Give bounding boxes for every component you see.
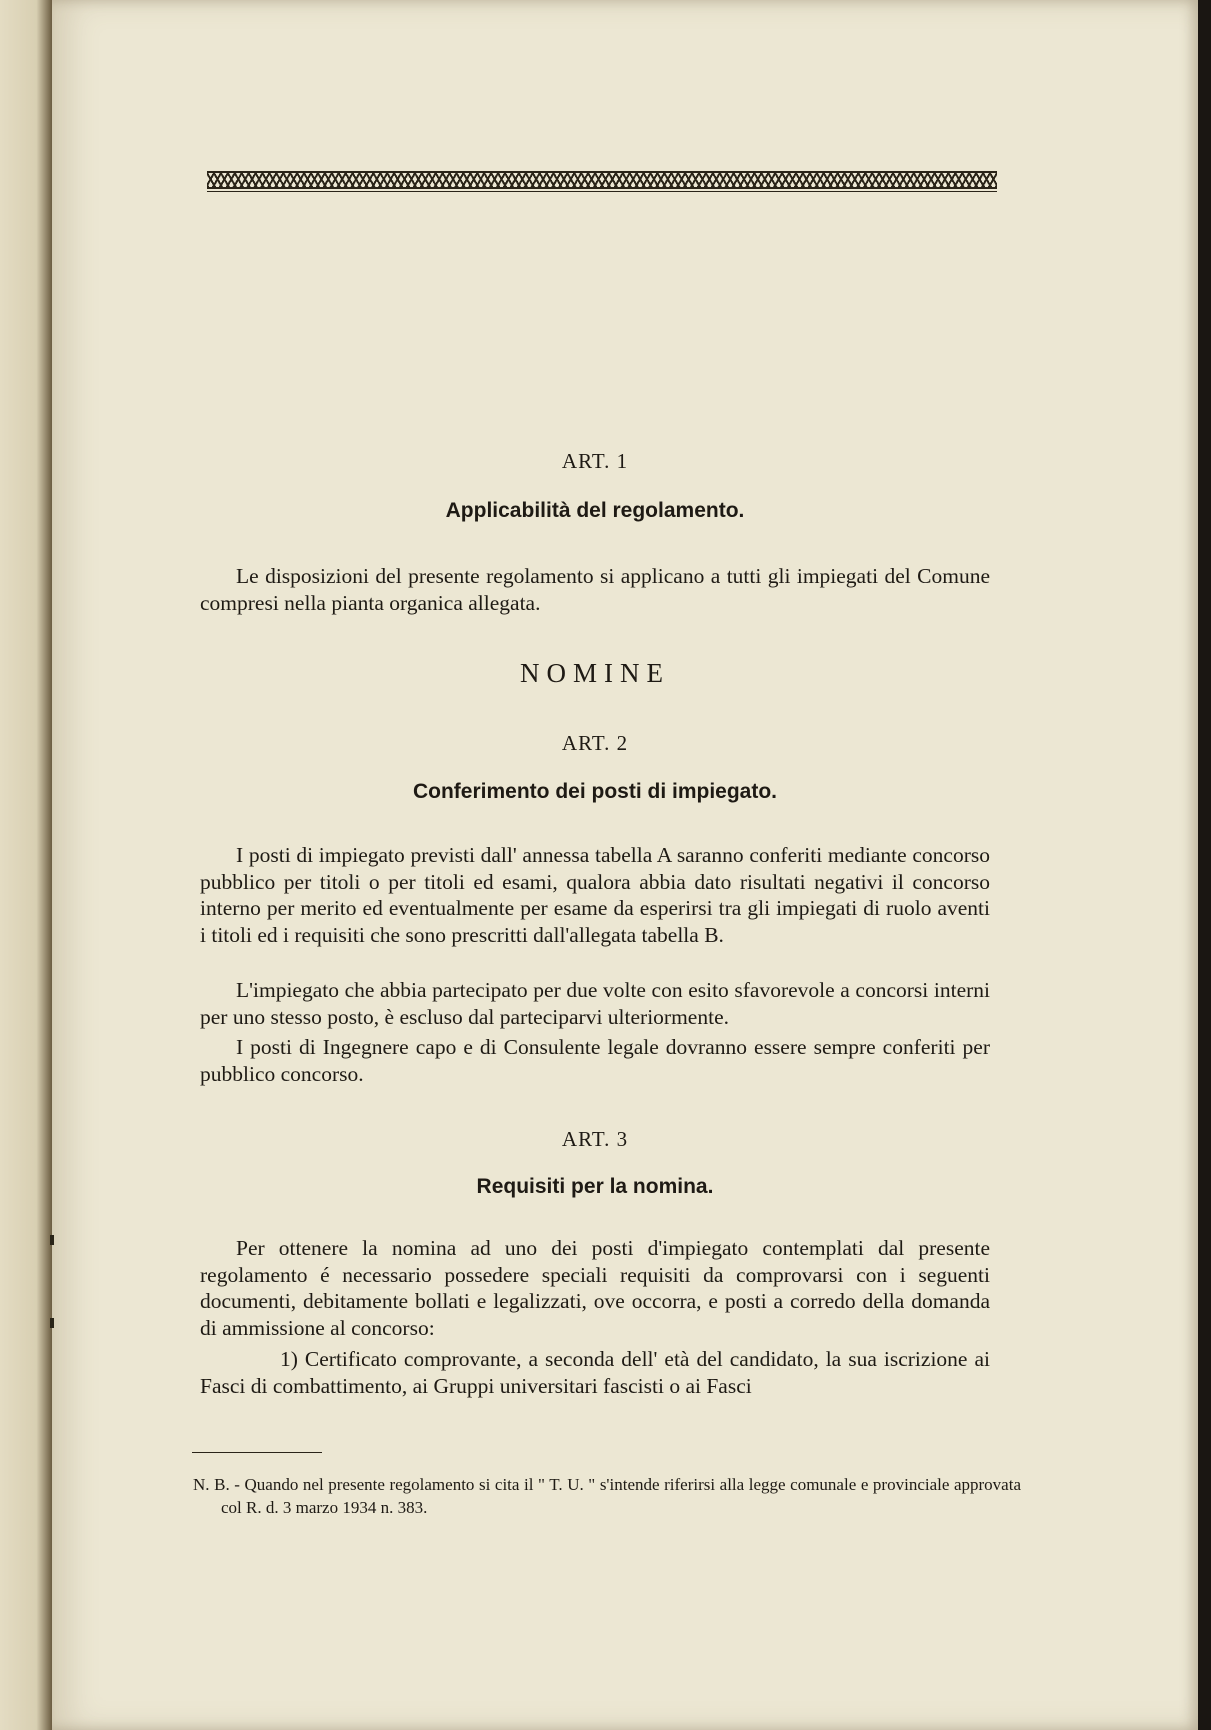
article-2-paragraph: I posti di Ingegnere capo e di Consulente legale dovranno essere sempre conferiti per pubblico concorso.	[200, 1035, 990, 1086]
header-rule	[207, 191, 997, 192]
binding-gutter	[0, 0, 52, 1730]
article-1-label: ART. 1	[561, 449, 629, 473]
section-title: NOMINE	[520, 658, 670, 688]
article-3-label: ART. 3	[561, 1127, 629, 1151]
article-1-text: Le disposizioni del presente regolamento si applicano a tutti gli impiegati del Comune compresi nella pianta organica allegata.	[200, 564, 990, 615]
article-2-title: Conferimento dei posti di impiegato.	[412, 780, 777, 803]
article-3-paragraph: Per ottenere la nomina ad uno dei posti d'impiegato contemplati dal presente regolamento é necessario possedere speciali requisiti da comprovarsi con i seguenti documenti, debitamente bollati e legalizzati, ove occorra, e posti a corredo della domanda di ammissione al concorso:	[200, 1236, 990, 1340]
footnote: N. B. - Quando nel presente regolamento si cita il " T. U. " s'intende riferirsi alla legge comunale e provinciale approvata col R. d. 3 marzo 1934 n. 383.	[193, 1475, 1021, 1517]
article-3-paragraph: 1) Certificato comprovante, a seconda dell' età del candidato, la sua iscrizione ai Fasci di combattimento, ai Gruppi universitari fascisti o ai Fasci	[200, 1347, 990, 1398]
decorative-border	[207, 171, 997, 189]
binding-stitch	[50, 1235, 54, 1245]
article-2-paragraph: L'impiegato che abbia partecipato per due volte con esito sfavorevole a concorsi interni per uno stesso posto, è escluso dal parteciparvi ulteriormente.	[200, 978, 990, 1029]
footnote-rule	[192, 1452, 322, 1453]
article-3-title: Requisiti per la nomina.	[476, 1175, 714, 1198]
article-1-title: Applicabilità del regolamento.	[445, 499, 745, 522]
article-2-label: ART. 2	[561, 731, 629, 755]
binding-stitch	[50, 1318, 54, 1328]
article-2-paragraph: I posti di impiegato previsti dall' annessa tabella A saranno conferiti mediante concorso pubblico per titoli o per titoli ed esami, qualora abbia dato risultati negativi il concorso interno per merito ed eventualmente per esame da esperirsi tra gli impiegati di ruolo aventi i titoli ed i requisiti che sono prescritti dall'allegata tabella B.	[200, 843, 990, 947]
